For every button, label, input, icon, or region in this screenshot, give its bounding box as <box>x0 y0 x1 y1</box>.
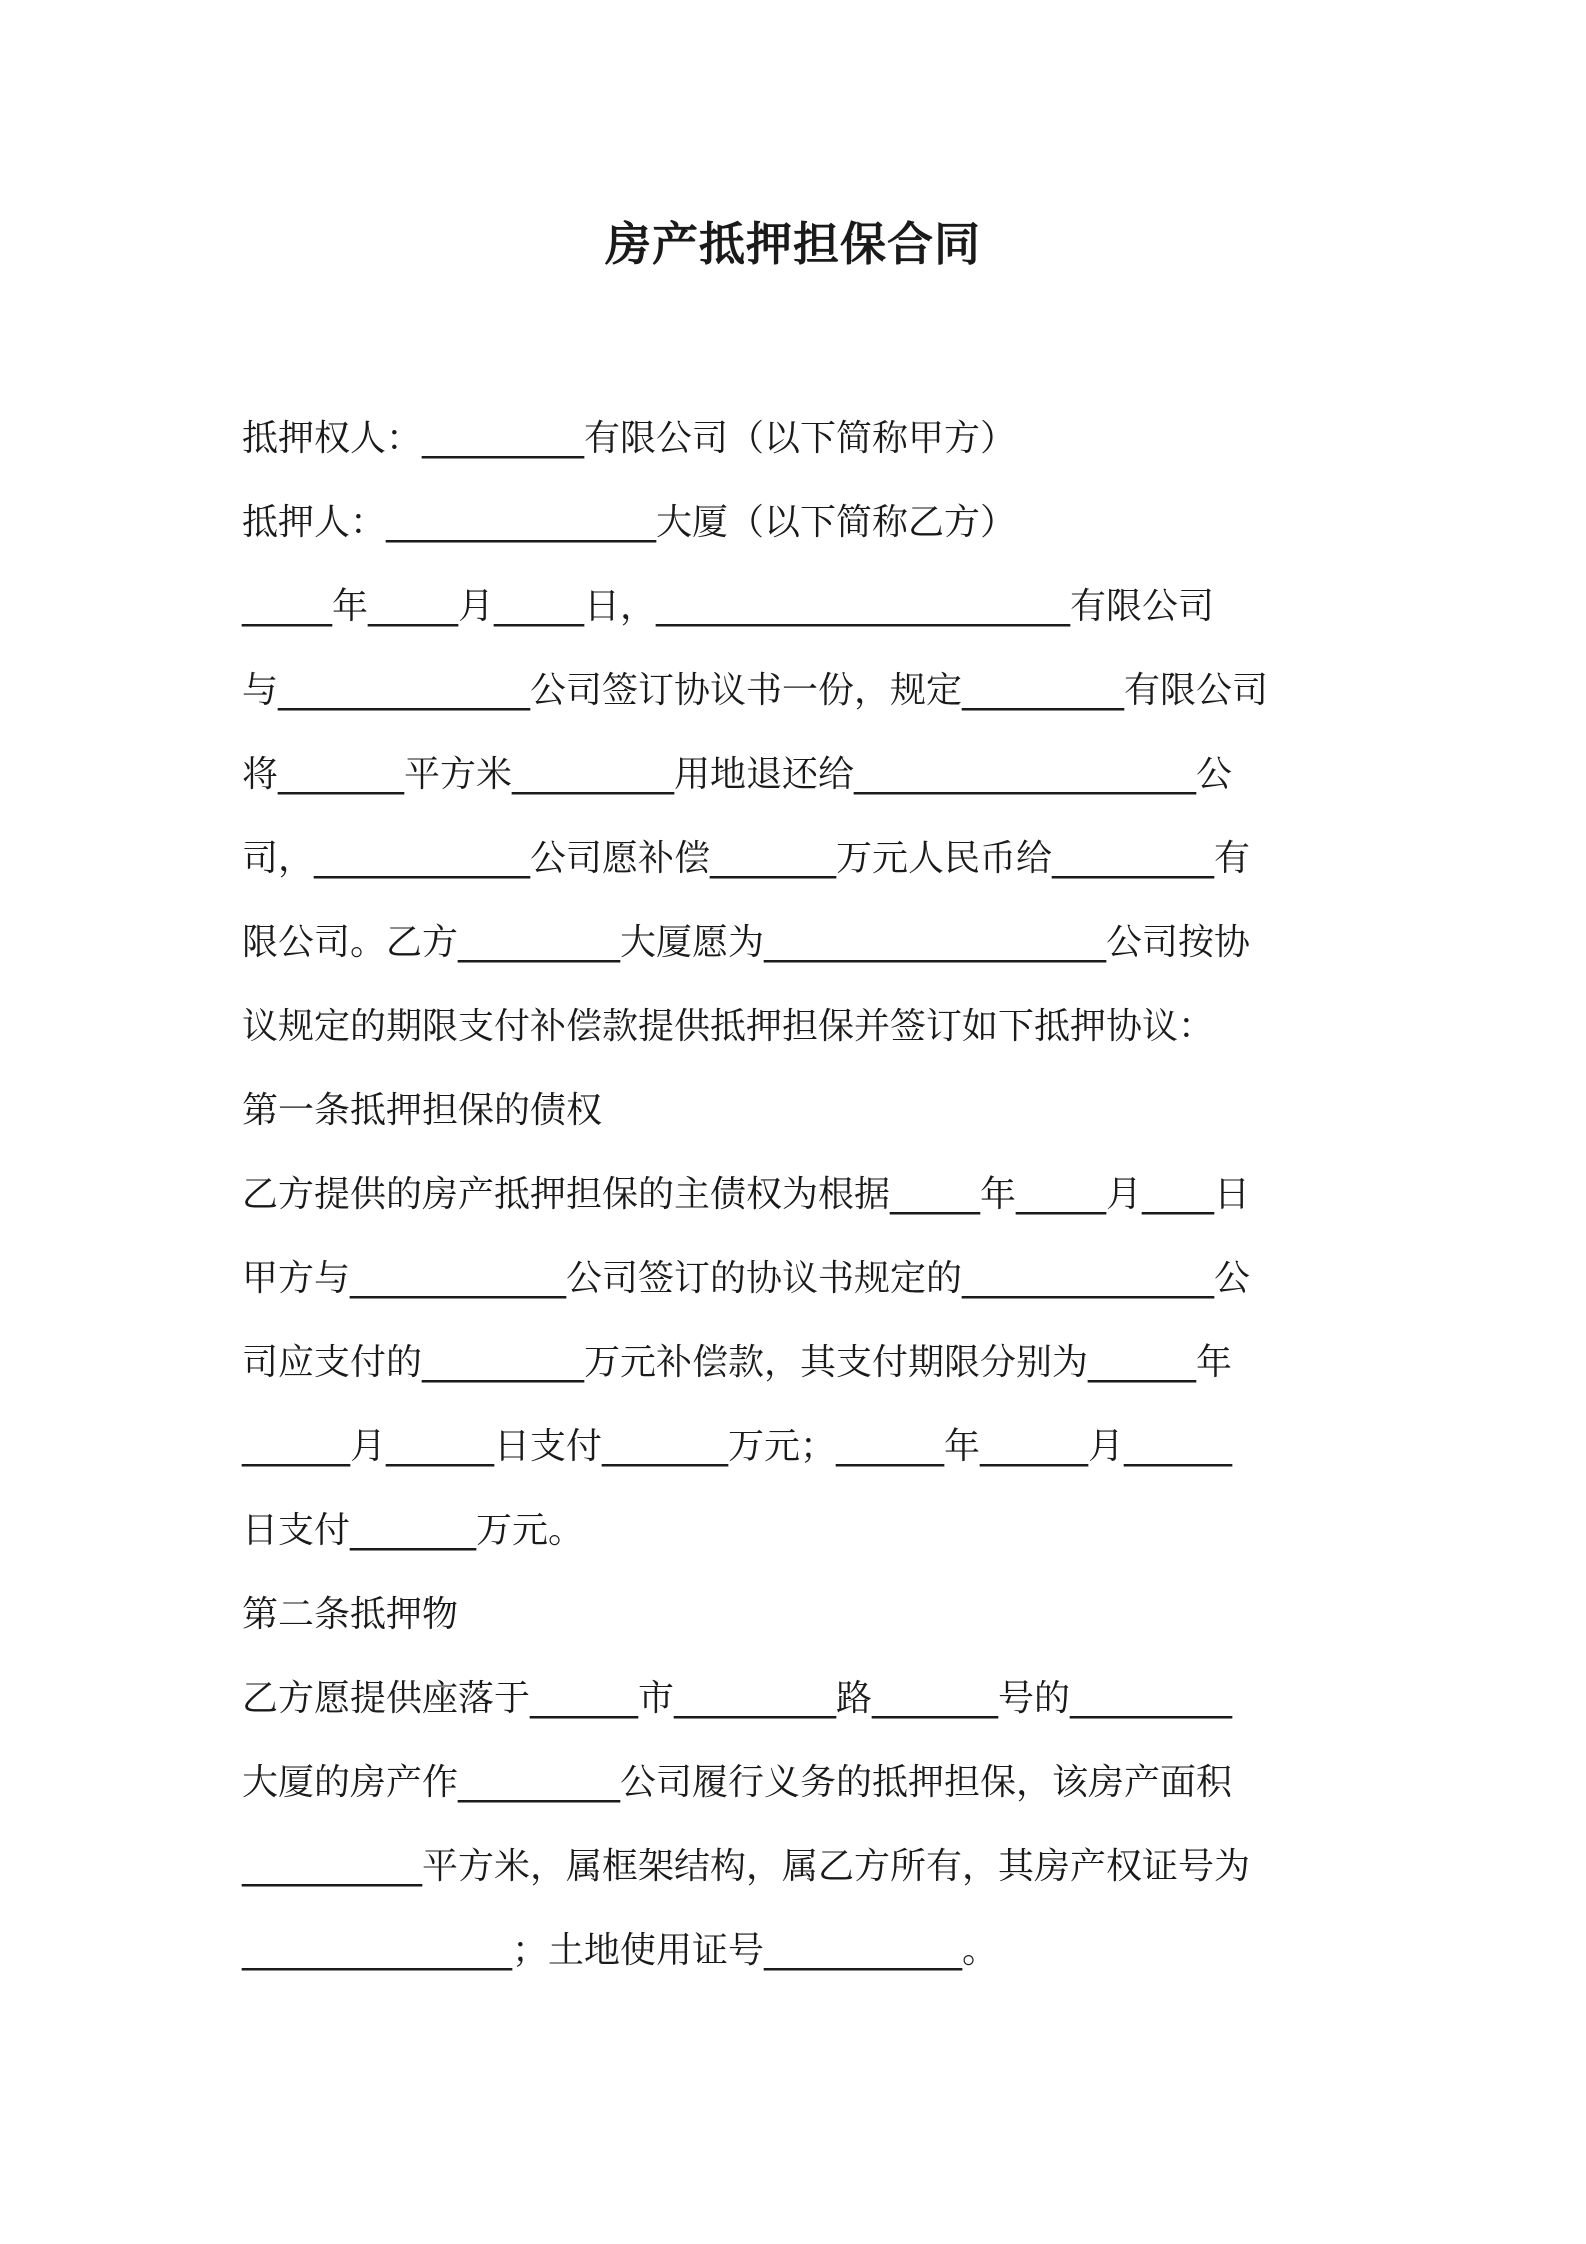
paragraph-line: 限公司。乙方_________大厦愿为___________________公司按协 <box>242 922 1251 963</box>
paragraph-line: 司，____________公司愿补偿_______万元人民币给_________有 <box>242 838 1251 879</box>
paragraph-line: 司应支付的_________万元补偿款，其支付期限分别为______年 <box>242 1342 1233 1383</box>
section-heading: 第二条抵押物 <box>242 1594 459 1635</box>
paragraph-line: 乙方愿提供座落于______市_________路_______号的_________ <box>242 1678 1233 1719</box>
document-title: 房产抵押担保合同 <box>605 217 981 271</box>
paragraph-line: 日支付_______万元。 <box>242 1510 585 1551</box>
paragraph-line: 甲方与____________公司签订的协议书规定的______________公 <box>242 1258 1251 1299</box>
paragraph-line: _______________；土地使用证号___________。 <box>242 1930 999 1971</box>
section-heading: 第一条抵押担保的债权 <box>242 1090 603 1131</box>
paragraph-line: 乙方提供的房产抵押担保的主债权为根据_____年_____月____日 <box>242 1174 1251 1215</box>
paragraph-line: 抵押权人：_________有限公司（以下简称甲方） <box>242 418 1017 459</box>
paragraph-line: 大厦的房产作_________公司履行义务的抵押担保，该房产面积 <box>242 1762 1233 1803</box>
paragraph-line: _____年_____月_____日，_______________________有限公司 <box>242 586 1215 627</box>
paragraph-line: 议规定的期限支付补偿款提供抵押担保并签订如下抵押协议： <box>242 1006 1215 1047</box>
paragraph-line: 与______________公司签订协议书一份，规定_________有限公司 <box>242 670 1269 711</box>
paragraph-line: __________平方米，属框架结构，属乙方所有，其房产权证号为 <box>242 1846 1251 1887</box>
paragraph-line: ______月______日支付_______万元；______年______月______ <box>242 1426 1233 1467</box>
paragraph-line: 将_______平方米_________用地退还给___________________公 <box>242 754 1233 795</box>
paragraph-line: 抵押人：_______________大厦（以下简称乙方） <box>242 502 1017 543</box>
